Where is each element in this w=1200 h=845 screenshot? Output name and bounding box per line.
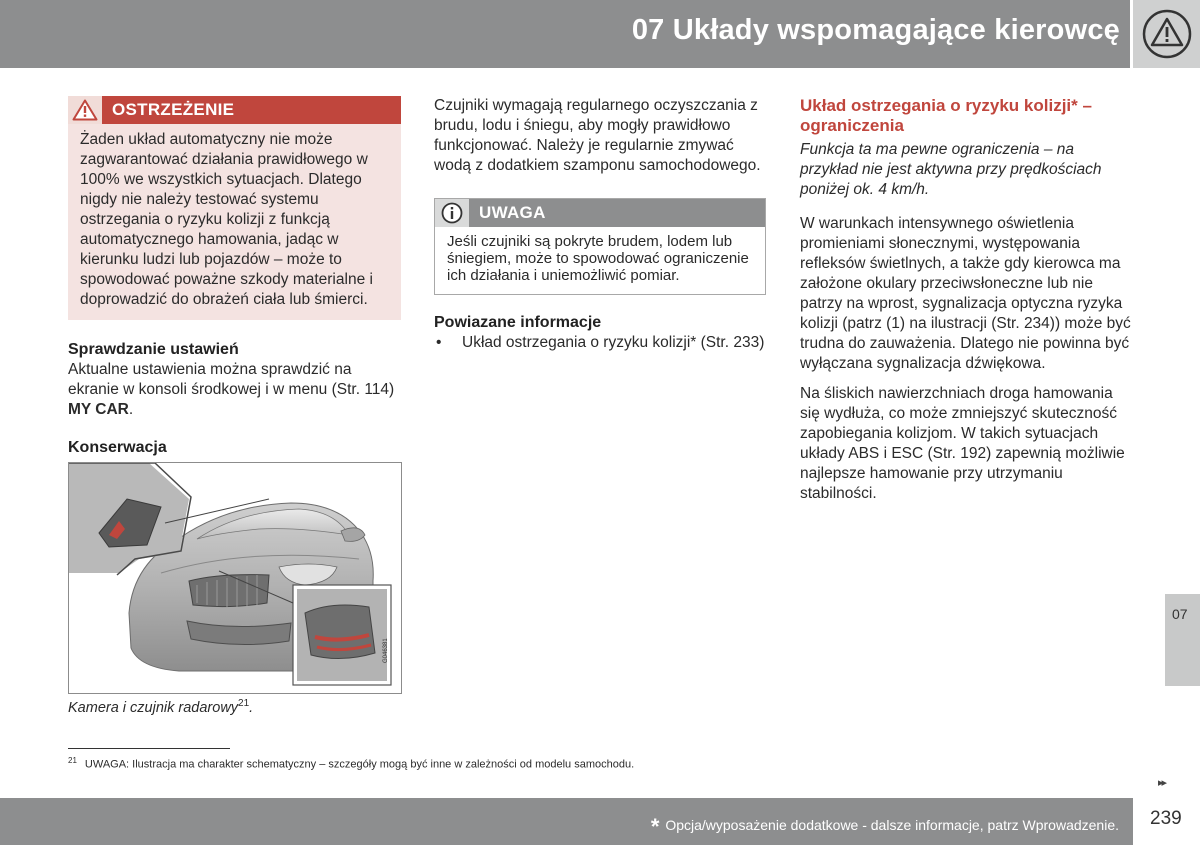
settings-text: Aktualne ustawienia można sprawdzić na ekranie w konsoli środkowej i w menu (Str. 114) MY CAR.: [68, 361, 395, 418]
column-middle: [434, 96, 766, 353]
list-item: [434, 333, 766, 353]
note-box: [434, 198, 766, 295]
footnote-rule: [68, 748, 230, 749]
info-icon: [441, 202, 463, 224]
header-icon-box: [1133, 0, 1200, 68]
page-number: 239: [1133, 798, 1200, 845]
paragraph-sunlight: W warunkach intensywnego oświetlenia promieniami słonecznymi, występowania refleksów świetlnych, a także gdy kierowca ma założone okulary przeciwsłoneczne lub nie patrzy na wprost, sygnalizacja optyczna ryzyka kolizji (patrz (1) na ilustracji (Str. 234)) może być trudna do zauważenia. Dlatego nie powinna być wyłączana sygnalizacja dźwiękowa.: [800, 215, 1131, 372]
figure-code: G046381: [383, 638, 389, 663]
warning-box: [68, 96, 401, 320]
warning-header: [68, 96, 401, 124]
warning-triangle-icon: [1141, 8, 1193, 60]
warning-label: OSTRZEŻENIE: [112, 100, 235, 119]
warning-text: Żaden układ automatyczny nie może zagwarantować działania prawidłowego w 100% we wszystkich sytuacjach. Dlatego nigdy nie należy testować systemu ostrzegania o ryzyku kolizji z funkcją automatycznego hamowania, jadąc w kierunku ludzi lub pojazdów – może to spowodować poważne szkody materialne i doprowadzić do obrażeń ciała lub śmierci.: [80, 131, 373, 308]
column-right: [800, 96, 1132, 504]
warning-triangle-icon: [72, 99, 98, 121]
note-header: [435, 199, 765, 227]
settings-heading: Sprawdzanie ustawień: [68, 341, 239, 358]
cleaning-text: Czujniki wymagają regularnego oczyszczania z brudu, lodu i śniegu, aby mogły prawidłowo funkcjonować. Należy je regularnie zmywać wodą z dodatkiem szamponu samochodowego.: [434, 97, 761, 174]
next-page-icon: ▸▸: [1158, 777, 1166, 789]
page-footer: [0, 798, 1133, 845]
related-heading: Powiazane informacje: [434, 314, 602, 331]
bullet-icon: •: [436, 334, 442, 351]
paragraph-slippery: Na śliskich nawierzchniach droga hamowania się wydłuża, co może zmniejszyć skuteczność zapobiegania kolizjom. W takich sytuacjach układy ABS i ESC (Str. 192) zapewnią możliwie najlepsze hamowanie przy utrzymaniu stabilności.: [800, 385, 1125, 502]
maintenance-heading: Konserwacja: [68, 439, 167, 456]
my-car-menu-label: MY CAR: [68, 401, 129, 418]
section-intro: Funkcja ta ma pewne ograniczenia – na przykład nie jest aktywna przy prędkościach poniżej ok. 4 km/h.: [800, 141, 1102, 198]
car-front-illustration: [69, 463, 402, 694]
column-left: [68, 96, 401, 716]
section-title: Układ ostrzegania o ryzyku kolizji* – ograniczenia: [800, 96, 1092, 135]
page-header: [0, 0, 1130, 68]
chapter-title: 07 Układy wspomagające kierowcę: [631, 14, 1120, 46]
footnote: $^{21}$ UWAGA: Ilustracja ma charakter schematyczny – szczegóły mogą być inne w zależności od modelu samochodu.: [68, 756, 635, 771]
footer-note: * Opcja/wyposażenie dodatkowe - dalsze informacje, patrz Wprowadzenie.: [650, 814, 1119, 839]
note-label: UWAGA: [479, 203, 546, 222]
figure-caption: Kamera i czujnik radarowy$^{21}$.: [68, 698, 254, 716]
camera-radar-figure: [68, 462, 402, 694]
related-link-collision-warning[interactable]: Układ ostrzegania o ryzyku kolizji* (Str. 233): [462, 334, 765, 351]
note-text: Jeśli czujniki są pokryte brudem, lodem lub śniegiem, może to spowodować ograniczenie ich działania i uniemożliwić pomiar.: [447, 233, 749, 284]
chapter-side-tab[interactable]: 07: [1165, 594, 1200, 686]
